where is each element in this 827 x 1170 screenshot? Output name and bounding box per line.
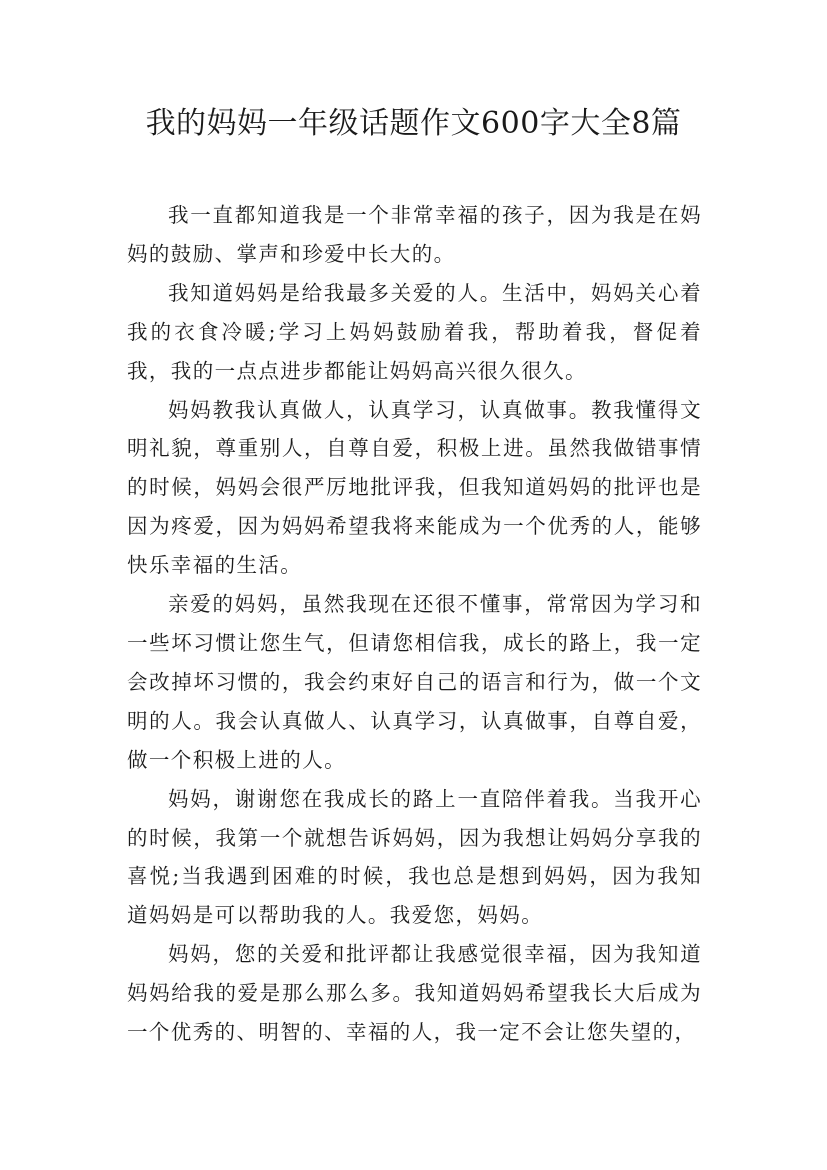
paragraph: 我一直都知道我是一个非常幸福的孩子，因为我是在妈妈的鼓励、掌声和珍爱中长大的。	[127, 203, 702, 266]
paragraph: 亲爱的妈妈，虽然我现在还很不懂事，常常因为学习和一些坏习惯让您生气，但请您相信我，成长的路上，我一定会改掉坏习惯的，我会约束好自己的语言和行为，做一个文明的人。我会认真做人、认真学习，认真做事，自尊自爱，做一个积极上进的人。	[127, 592, 702, 772]
paragraph: 妈妈教我认真做人，认真学习，认真做事。教我懂得文明礼貌，尊重别人，自尊自爱，积极上进。虽然我做错事情的时候，妈妈会很严厉地批评我，但我知道妈妈的批评也是因为疼爱，因为妈妈希望我将来能成为一个优秀的人，能够快乐幸福的生活。	[127, 397, 702, 578]
paragraph: 妈妈，谢谢您在我成长的路上一直陪伴着我。当我开心的时候，我第一个就想告诉妈妈，因为我想让妈妈分享我的喜悦;当我遇到困难的时候，我也总是想到妈妈，因为我知道妈妈是可以帮助我的人。我爱您，妈妈。	[127, 786, 702, 928]
document-body	[127, 196, 702, 1052]
paragraph: 我知道妈妈是给我最多关爱的人。生活中，妈妈关心着我的衣食冷暖;学习上妈妈鼓励着我，帮助着我，督促着我，我的一点点进步都能让妈妈高兴很久很久。	[127, 280, 702, 383]
document-title: 我的妈妈一年级话题作文600字大全8篇	[145, 106, 682, 141]
paragraph: 妈妈，您的关爱和批评都让我感觉很幸福，因为我知道妈妈给我的爱是那么那么多。我知道妈妈希望我长大后成为一个优秀的、明智的、幸福的人，我一定不会让您失望的，	[127, 942, 702, 1045]
